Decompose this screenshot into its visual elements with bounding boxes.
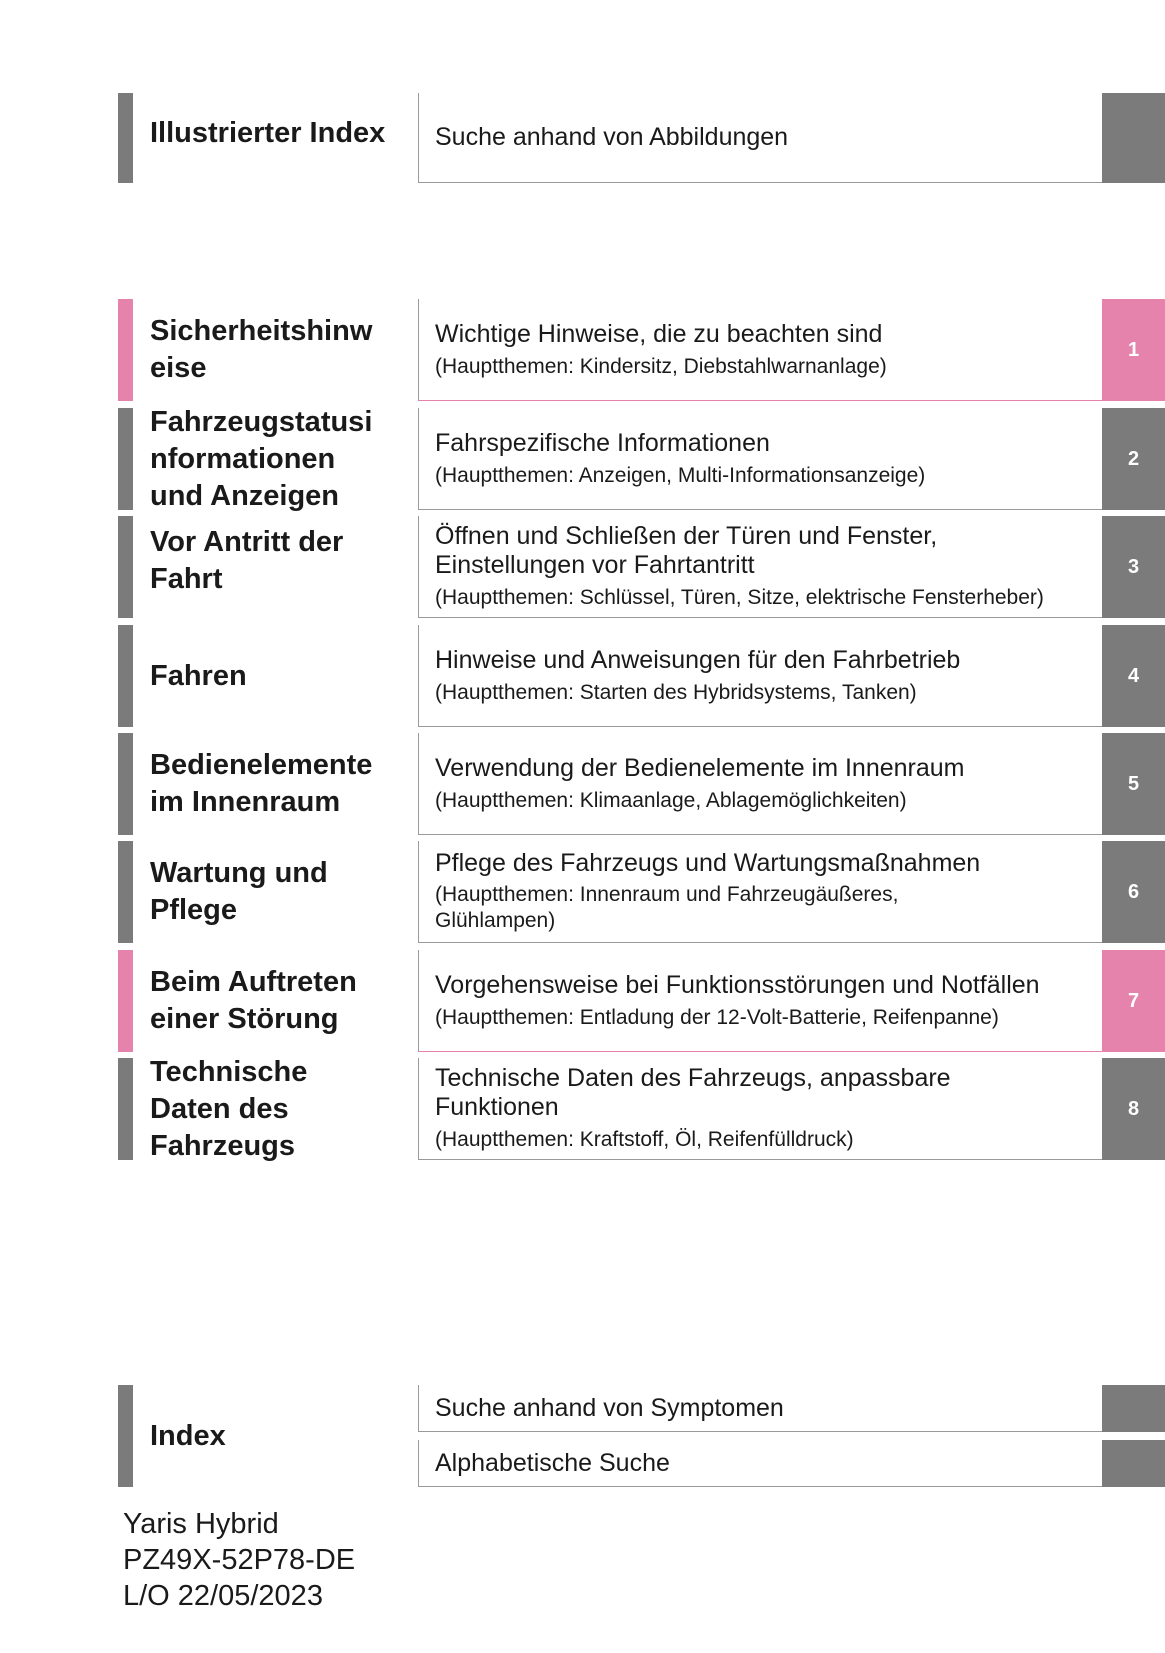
chapter-tab-1[interactable]: 1 xyxy=(1102,299,1165,401)
chapter-row-6[interactable] xyxy=(118,841,1165,943)
section-description: Hinweise und Anweisungen für den Fahrbetrieb xyxy=(435,645,961,674)
section-description-box xyxy=(418,733,1102,835)
index-item-symptoms[interactable] xyxy=(118,1385,1165,1432)
section-description: Öffnen und Schließen der Türen und Fenster, Einstellungen vor Fahrtantritt xyxy=(435,522,938,579)
chapter-tab-2[interactable]: 2 xyxy=(1102,408,1165,510)
section-bar xyxy=(118,841,133,943)
index-item-tab[interactable] xyxy=(1102,1440,1165,1487)
section-description-box xyxy=(418,516,1102,618)
section-bar xyxy=(118,950,133,1052)
section-description: Fahrspezifische Informationen xyxy=(435,428,770,457)
section-bar xyxy=(118,299,133,401)
index-title: Index xyxy=(150,1419,226,1452)
section-topics: (Hauptthemen: Starten des Hybridsystems, Tanken) xyxy=(435,680,917,704)
section-description-box xyxy=(418,299,1102,401)
chapter-row-4[interactable] xyxy=(118,625,1165,727)
section-title: Wartung und Pflege xyxy=(150,857,328,926)
document-code: PZ49X-52P78-DE xyxy=(123,1544,356,1576)
section-topics: (Hauptthemen: Klimaanlage, Ablagemöglichkeiten) xyxy=(435,788,907,812)
section-title: Fahren xyxy=(150,659,247,692)
chapter-tab-7[interactable]: 7 xyxy=(1102,950,1165,1052)
section-topics: (Hauptthemen: Anzeigen, Multi-Informationsanzeige) xyxy=(435,463,926,487)
section-description-box xyxy=(418,950,1102,1052)
section-description-box xyxy=(418,1058,1102,1160)
section-bar xyxy=(118,408,133,510)
index-item-alphabetical[interactable] xyxy=(118,1440,1165,1487)
section-bar xyxy=(118,1058,133,1160)
model-name: Yaris Hybrid xyxy=(123,1508,279,1540)
section-title: Illustrierter Index xyxy=(150,117,386,149)
chapter-tab-5[interactable]: 5 xyxy=(1102,733,1165,835)
section-title: Vor Antritt der Fahrt xyxy=(150,526,344,595)
index-item-box xyxy=(418,1385,1102,1432)
section-description: Technische Daten des Fahrzeugs, anpassbare Funktionen xyxy=(435,1064,951,1121)
chapter-row-1[interactable] xyxy=(118,299,1165,401)
chapter-row-7[interactable] xyxy=(118,950,1165,1052)
layout-date: L/O 22/05/2023 xyxy=(123,1580,323,1612)
section-description: Verwendung der Bedienelemente im Innenraum xyxy=(435,753,965,782)
section-description: Wichtige Hinweise, die zu beachten sind xyxy=(435,319,883,348)
chapter-tab-8[interactable]: 8 xyxy=(1102,1058,1165,1160)
chapter-row-3[interactable] xyxy=(118,516,1165,618)
section-description-box xyxy=(418,841,1102,943)
section-title: Sicherheitshinw eise xyxy=(150,315,373,384)
section-bar xyxy=(118,625,133,727)
index-item-box xyxy=(418,1440,1102,1487)
section-title: Technische Daten des Fahrzeugs xyxy=(150,1055,308,1162)
index-item-label: Suche anhand von Symptomen xyxy=(435,1393,784,1422)
section-topics: (Hauptthemen: Entladung der 12-Volt-Batterie, Reifenpanne) xyxy=(435,1005,999,1029)
index-item-tab[interactable] xyxy=(1102,1385,1165,1432)
section-title: Beim Auftreten einer Störung xyxy=(150,966,357,1035)
section-description-box xyxy=(418,93,1102,183)
section-topics: (Hauptthemen: Kindersitz, Diebstahlwarnanlage) xyxy=(435,354,887,378)
section-description-box xyxy=(418,408,1102,510)
section-title: Fahrzeugstatusi nformationen und Anzeigen xyxy=(150,405,373,512)
index-item-label: Alphabetische Suche xyxy=(435,1448,670,1477)
chapter-row-5[interactable] xyxy=(118,733,1165,835)
chapter-row-8[interactable] xyxy=(118,1055,1165,1162)
section-topics: (Hauptthemen: Innenraum und Fahrzeugäußeres, Glühlampen) xyxy=(435,883,899,932)
chapter-tab-3[interactable]: 3 xyxy=(1102,516,1165,618)
section-tab[interactable] xyxy=(1102,93,1165,183)
illustrated-index-row[interactable] xyxy=(118,93,1165,183)
section-bar xyxy=(118,733,133,835)
document-footer xyxy=(123,1506,355,1614)
section-bar xyxy=(118,516,133,618)
chapter-tab-4[interactable]: 4 xyxy=(1102,625,1165,727)
section-title: Bedienelemente im Innenraum xyxy=(150,749,373,818)
section-topics: (Hauptthemen: Schlüssel, Türen, Sitze, elektrische Fensterheber) xyxy=(435,586,1044,609)
chapter-row-2[interactable] xyxy=(118,405,1165,512)
section-description: Suche anhand von Abbildungen xyxy=(435,123,789,151)
section-topics: (Hauptthemen: Kraftstoff, Öl, Reifenfülldruck) xyxy=(435,1128,854,1151)
section-bar xyxy=(118,93,133,183)
section-description: Pflege des Fahrzeugs und Wartungsmaßnahmen xyxy=(435,849,981,877)
section-description: Vorgehensweise bei Funktionsstörungen und Notfällen xyxy=(435,970,1040,999)
section-description-box xyxy=(418,625,1102,727)
chapter-tab-6[interactable]: 6 xyxy=(1102,841,1165,943)
